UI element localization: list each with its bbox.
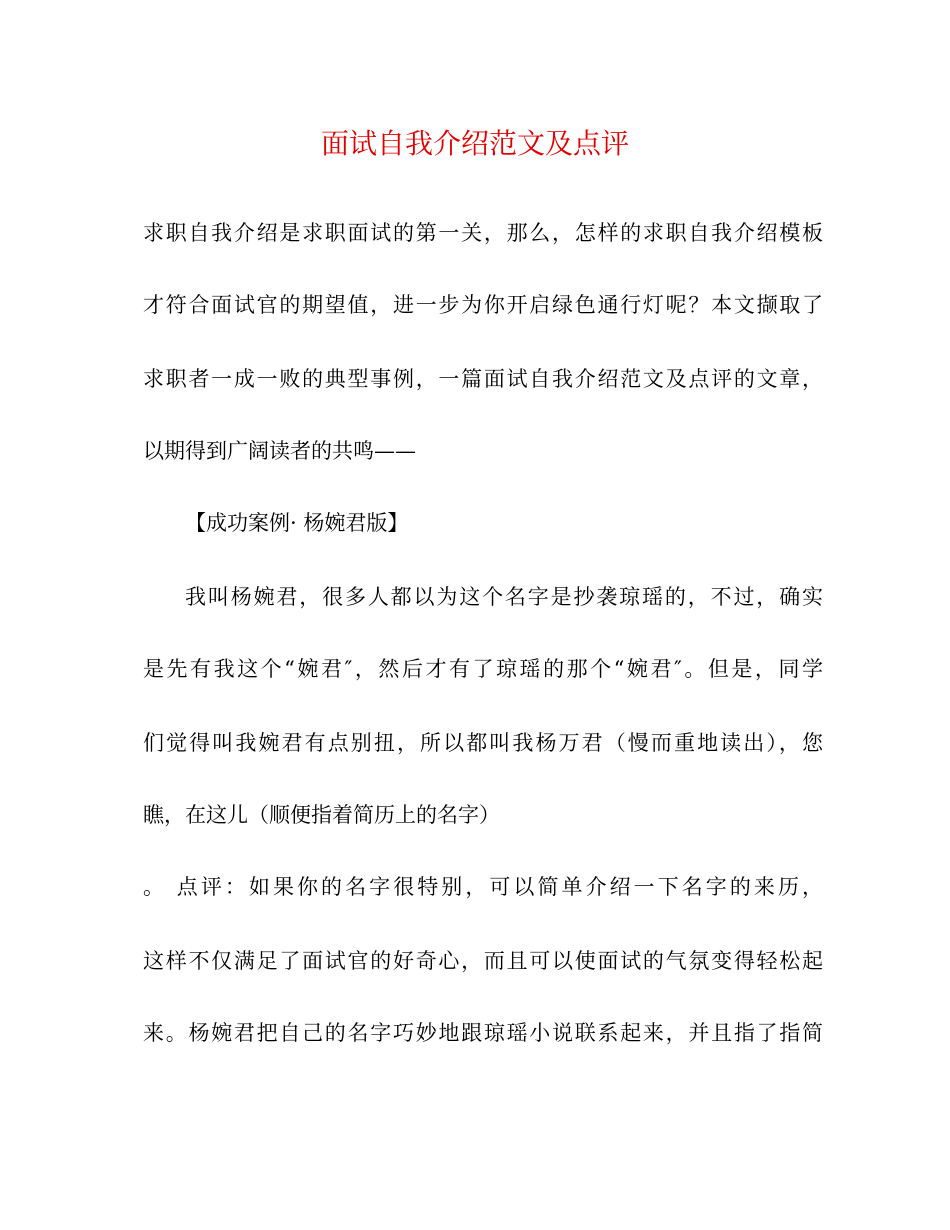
comment-line: 。 点评：如果你的名字很特别，可以简单介绍一下名字的来历， bbox=[143, 875, 823, 899]
paragraph-line: 求职自我介绍是求职面试的第一关，那么，怎样的求职自我介绍模板 bbox=[143, 221, 823, 245]
document-title: 面试自我介绍范文及点评 bbox=[320, 127, 629, 160]
comment-line: 这样不仅满足了面试官的好奇心，而且可以使面试的气氛变得轻松起 bbox=[143, 949, 823, 973]
paragraph-line: 以期得到广阔读者的共鸣—— bbox=[143, 439, 416, 463]
comment-line: 来。杨婉君把自己的名字巧妙地跟琼瑶小说联系起来，并且指了指简 bbox=[143, 1021, 823, 1045]
paragraph-line: 是先有我这个“婉君″，然后才有了琼瑶的那个“婉君″。但是，同学 bbox=[143, 657, 823, 681]
paragraph-line: 瞧，在这儿（顺便指着简历上的名字） bbox=[143, 803, 500, 827]
paragraph-line: 才符合面试官的期望值，进一步为你开启绿色通行灯呢？本文撷取了 bbox=[143, 293, 823, 317]
section-heading: 【成功案例· 杨婉君版】 bbox=[185, 511, 409, 535]
paragraph-line: 们觉得叫我婉君有点别扭，所以都叫我杨万君（慢而重地读出），您 bbox=[143, 731, 823, 755]
paragraph-line: 我叫杨婉君，很多人都以为这个名字是抄袭琼瑶的，不过，确实 bbox=[185, 585, 823, 609]
paragraph-line: 求职者一成一败的典型事例，一篇面试自我介绍范文及点评的文章， bbox=[143, 367, 823, 391]
